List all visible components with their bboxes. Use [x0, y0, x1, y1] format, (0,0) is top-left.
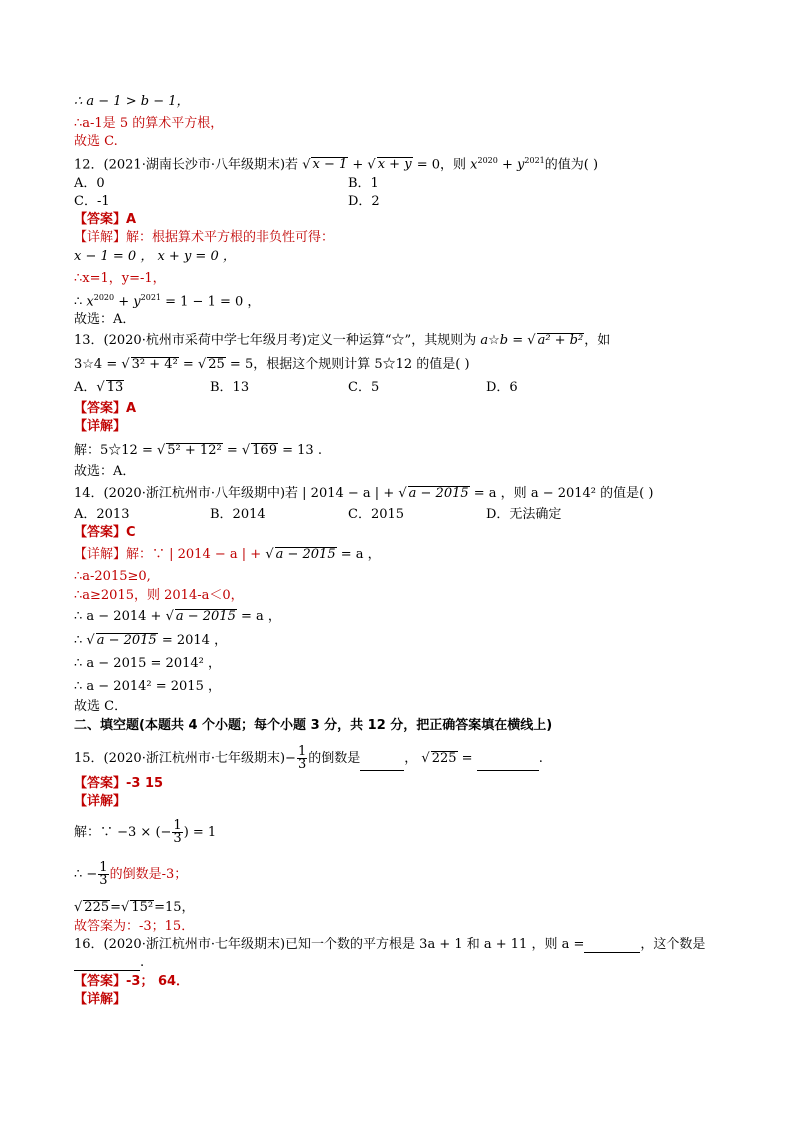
step-line: ∴ − $\frac{1}{3}$ 的倒数是-3；: [74, 860, 188, 888]
question-16-cont: .: [74, 955, 144, 971]
option-c: C．5: [348, 380, 380, 395]
detail-line: 【详解】解：∵ | 2014 − a | + √ a − 2015 = a ，: [74, 547, 381, 562]
question-12: 12．(2021·湖南长沙市·八年级期末)若 √ x − 1 + √ x + y = 0，则 $x^{2020} + y^{2021}$的值为( ): [74, 156, 599, 173]
step-line: ∴a-2015≥0,: [74, 569, 151, 584]
answer-label: 【答案】A: [74, 401, 137, 416]
question-13: 13．(2020·杭州市采荷中学七年级月考)定义一种运算“☆”，其规则为 a☆b = √ a² + b²，如: [74, 333, 611, 348]
detail-label: 【详解】解：根据算术平方根的非负性可得：: [74, 230, 335, 245]
choice-line: 故选 C．: [74, 699, 128, 714]
option-c: C．2015: [348, 507, 405, 522]
option-a: A．√ 13: [74, 380, 124, 395]
step-line: ∴ a − 2015 = 2014² ，: [74, 656, 221, 671]
step-line: 解：5☆12 = √ 5² + 12² = √ 169 = 13 .: [74, 443, 322, 458]
option-a: A．0: [74, 176, 105, 191]
step-line: 故选 C.: [74, 134, 118, 149]
section-heading: 二、填空题(本题共 4 个小题；每个小题 3 分，共 12 分，把正确答案填在横线上): [74, 718, 553, 733]
choice-line: 故选：A．: [74, 464, 136, 479]
step-line: ∴ a − 2014 + √ a − 2015 = a ，: [74, 609, 281, 624]
question-14: 14．(2020·浙江杭州市·八年级期中)若 | 2014 − a | + √ a − 2015 = a ，则 a − 2014² 的值是( ): [74, 486, 654, 501]
option-a: A．2013: [74, 507, 130, 522]
answer-label: 【答案】C: [74, 525, 136, 540]
step-line: √ 225=√ 15²=15，: [74, 900, 195, 915]
step-line: x − 1 = 0 ， x + y = 0 ，: [74, 249, 236, 264]
choice-line: 故选：A．: [74, 312, 136, 327]
step-line: ∴x=1，y=-1，: [74, 271, 166, 286]
step-line: ∴a≥2015，则 2014-a＜0，: [74, 588, 244, 603]
step-line: ∴ $x^{2020} + y^{2021} = 1 - 1 = 0$ ，: [74, 293, 261, 310]
option-d: D．6: [486, 380, 518, 395]
option-d: D．无法确定: [486, 507, 562, 522]
option-b: B．13: [210, 380, 250, 395]
answer-label: 【答案】A: [74, 212, 137, 227]
step-line: ∴ a − 2014² = 2015 ，: [74, 679, 221, 694]
question-15: 15．(2020·浙江杭州市·七年级期末)− $\frac{1}{3}$ 的倒数是 ， √ 225 = .: [74, 744, 543, 772]
option-c: C．-1: [74, 194, 110, 209]
step-line: ∴ a − 1 > b − 1，: [74, 94, 190, 109]
question-16: 16．(2020·浙江杭州市·七年级期末)已知一个数的平方根是 3a + 1 和 a + 11 ，则 a = ，这个数是: [74, 937, 706, 952]
answer-label: 【答案】-3； 64．: [74, 974, 190, 989]
question-13-example: 3☆4 = √ 3² + 4² = √ 25 = 5，根据这个规则计算 5☆12 的值是( ): [74, 357, 470, 372]
detail-label: 【详解】: [74, 419, 127, 434]
step-line: ∴ √ a − 2015 = 2014 ，: [74, 633, 228, 648]
step-line: 解：∵ −3 × (− $\frac{1}{3}$ ) = 1: [74, 818, 217, 846]
final-answer: 故答案为：-3；15．: [74, 919, 195, 934]
detail-label: 【详解】: [74, 794, 127, 809]
option-d: D．2: [348, 194, 380, 209]
option-b: B．1: [348, 176, 379, 191]
option-b: B．2014: [210, 507, 266, 522]
step-line: ∴a-1是 5 的算术平方根，: [74, 116, 224, 131]
detail-label: 【详解】: [74, 992, 127, 1007]
answer-label: 【答案】-3 15: [74, 776, 164, 791]
